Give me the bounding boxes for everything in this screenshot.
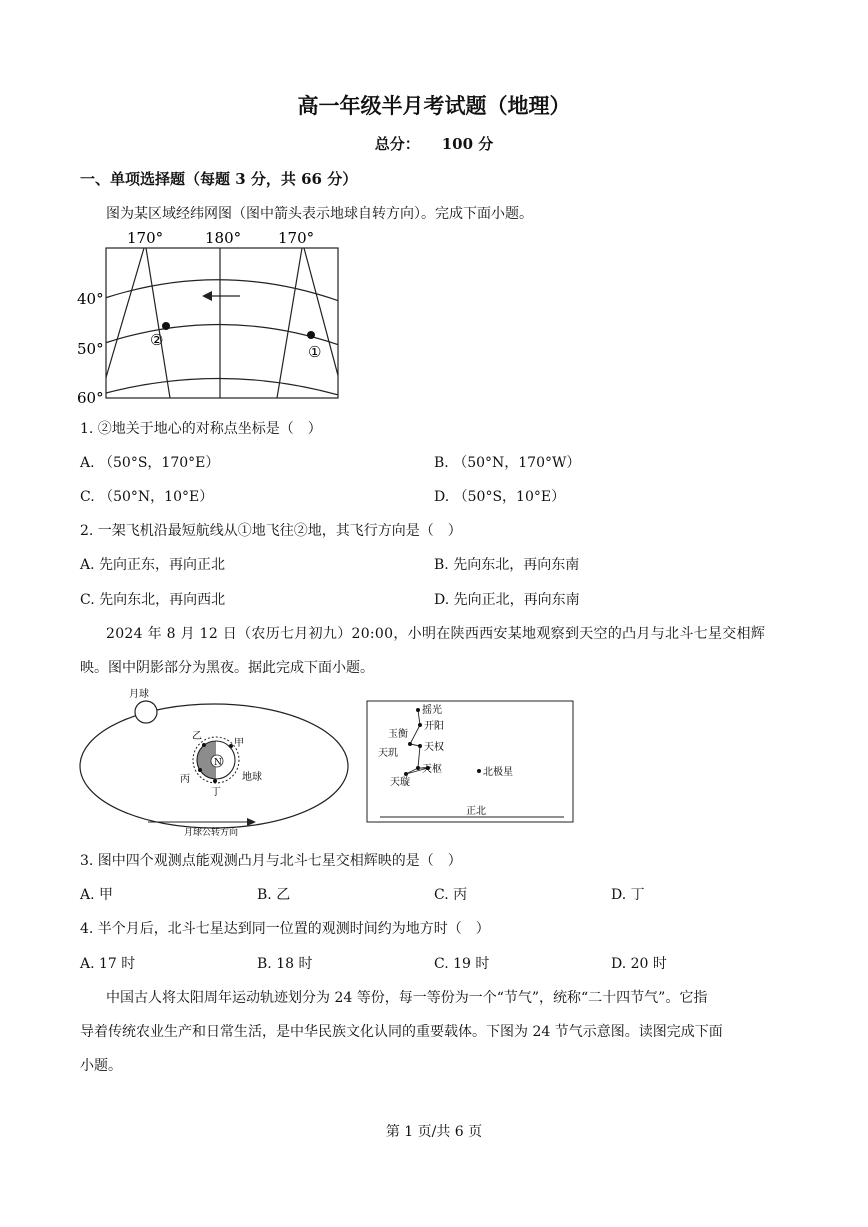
lon-label-3: 170° — [278, 229, 315, 247]
q2-option-a[interactable]: A. 先向正东，再向正北 — [80, 557, 226, 573]
group3-intro-line2: 导着传统农业生产和日常生活，是中华民族文化认同的重要载体。下图为 24 节气示意图。读图完成下面 — [80, 1024, 723, 1040]
point-bing-label: 丙 — [180, 774, 190, 785]
lat-label-2: 50° — [77, 340, 104, 358]
group1-intro: 图为某区域经纬网图（图中箭头表示地球自转方向）。完成下面小题。 — [106, 206, 533, 222]
q4-stem: 4. 半个月后，北斗七星达到同一位置的观测时间约为地方时（ ） — [80, 921, 490, 937]
q4-option-a[interactable]: A. 17 时 — [80, 956, 136, 972]
star-kaiyang-label: 开阳 — [424, 721, 444, 732]
star-tianquan — [418, 744, 422, 748]
polaris-label: 北极星 — [483, 767, 513, 778]
moon-label: 月球 — [129, 689, 149, 700]
q4-option-c[interactable]: C. 19 时 — [434, 956, 490, 972]
lat-label-1: 40° — [77, 290, 104, 308]
point-jia-label: 甲 — [234, 738, 244, 749]
q4-option-b[interactable]: B. 18 时 — [257, 956, 313, 972]
point-1-marker — [307, 331, 315, 339]
moon — [135, 701, 157, 723]
lat-label-3: 60° — [77, 389, 104, 406]
q1-option-d[interactable]: D. （50°S，10°E） — [434, 489, 566, 505]
page-title: 高一年级半月考试题（地理） — [297, 93, 571, 118]
group2-intro-line2: 映。图中阴影部分为黑夜。据此完成下面小题。 — [80, 660, 374, 676]
section-heading: 一、单项选择题（每题 3 分，共 66 分） — [80, 170, 358, 188]
meridian-4 — [277, 248, 302, 398]
star-polaris — [477, 769, 481, 773]
revolution-direction-label: 月球公转方向 — [184, 828, 239, 838]
point-ding-marker — [213, 779, 217, 783]
group2-intro-line1: 2024 年 8 月 12 日（农历七月初九）20:00，小明在陕西西安某地观察到天空的凸月与北斗七星交相辉 — [106, 626, 766, 642]
q4-option-d[interactable]: D. 20 时 — [611, 956, 667, 972]
rotation-arrow — [202, 291, 240, 301]
q1-option-c[interactable]: C. （50°N，10°E） — [80, 489, 214, 505]
point-2-label: ② — [150, 331, 164, 349]
big-dipper-diagram — [366, 700, 576, 824]
point-yi-marker — [202, 743, 206, 747]
q3-stem: 3. 图中四个观测点能观测凸月与北斗七星交相辉映的是（ ） — [80, 853, 462, 869]
q1-option-b[interactable]: B. （50°N，170°W） — [434, 455, 581, 471]
group3-intro-line3: 小题。 — [80, 1058, 122, 1074]
point-bing-marker — [198, 768, 202, 772]
q1-stem: 1. ②地关于地心的对称点坐标是（ ） — [80, 421, 322, 437]
revolution-arrow — [148, 818, 256, 826]
point-yi-label: 乙 — [192, 731, 202, 742]
star-tianji-label: 天玑 — [378, 748, 398, 759]
parallel-50 — [102, 324, 342, 346]
parallel-60 — [102, 378, 342, 396]
star-yuheng-label: 玉衡 — [388, 729, 408, 740]
star-yaoguang-label: 摇光 — [422, 705, 442, 716]
q3-option-d[interactable]: D. 丁 — [611, 887, 645, 903]
lon-label-1: 170° — [127, 229, 164, 247]
star-tianji — [416, 766, 420, 770]
point-2-marker — [162, 322, 170, 330]
star-tianquan-label: 天权 — [424, 742, 444, 753]
parallel-40 — [102, 280, 342, 302]
moon-orbit-diagram — [76, 682, 356, 842]
q2-option-d[interactable]: D. 先向正北，再向东南 — [434, 592, 580, 608]
q2-option-c[interactable]: C. 先向东北，再向西北 — [80, 592, 226, 608]
total-value: 100 分 — [441, 135, 494, 153]
group3-intro-line1: 中国古人将太阳周年运动轨迹划分为 24 等份，每一等份为一个“节气”，统称“二十四节气”。它指 — [106, 990, 708, 1006]
page-number: 第 1 页/共 6 页 — [385, 1124, 483, 1140]
star-tianshu-label: 天枢 — [422, 764, 442, 775]
star-yuheng — [408, 742, 412, 746]
total-score — [0, 133, 868, 154]
point-ding-label: 丁 — [211, 787, 221, 798]
due-north-label: 正北 — [466, 806, 486, 817]
north-label: N — [214, 758, 222, 768]
star-frame — [367, 701, 573, 822]
star-yaoguang — [416, 708, 420, 712]
q3-option-a[interactable]: A. 甲 — [80, 887, 114, 903]
q2-option-b[interactable]: B. 先向东北，再向东南 — [434, 557, 580, 573]
lon-label-2: 180° — [205, 229, 242, 247]
map-frame — [106, 248, 338, 398]
q1-option-a[interactable]: A. （50°S，170°E） — [80, 455, 220, 471]
q3-option-b[interactable]: B. 乙 — [257, 887, 291, 903]
total-label: 总分： — [374, 135, 420, 153]
point-jia-marker — [229, 744, 233, 748]
q2-stem: 2. 一架飞机沿最短航线从①地飞往②地，其飞行方向是（ ） — [80, 523, 462, 539]
star-tianxuan — [404, 772, 408, 776]
graticule-map — [72, 224, 352, 406]
earth-label: 地球 — [242, 772, 262, 783]
point-1-label: ① — [308, 343, 322, 361]
star-tianxuan-label: 天璇 — [390, 777, 410, 788]
q3-option-c[interactable]: C. 丙 — [434, 887, 468, 903]
star-kaiyang — [418, 723, 422, 727]
